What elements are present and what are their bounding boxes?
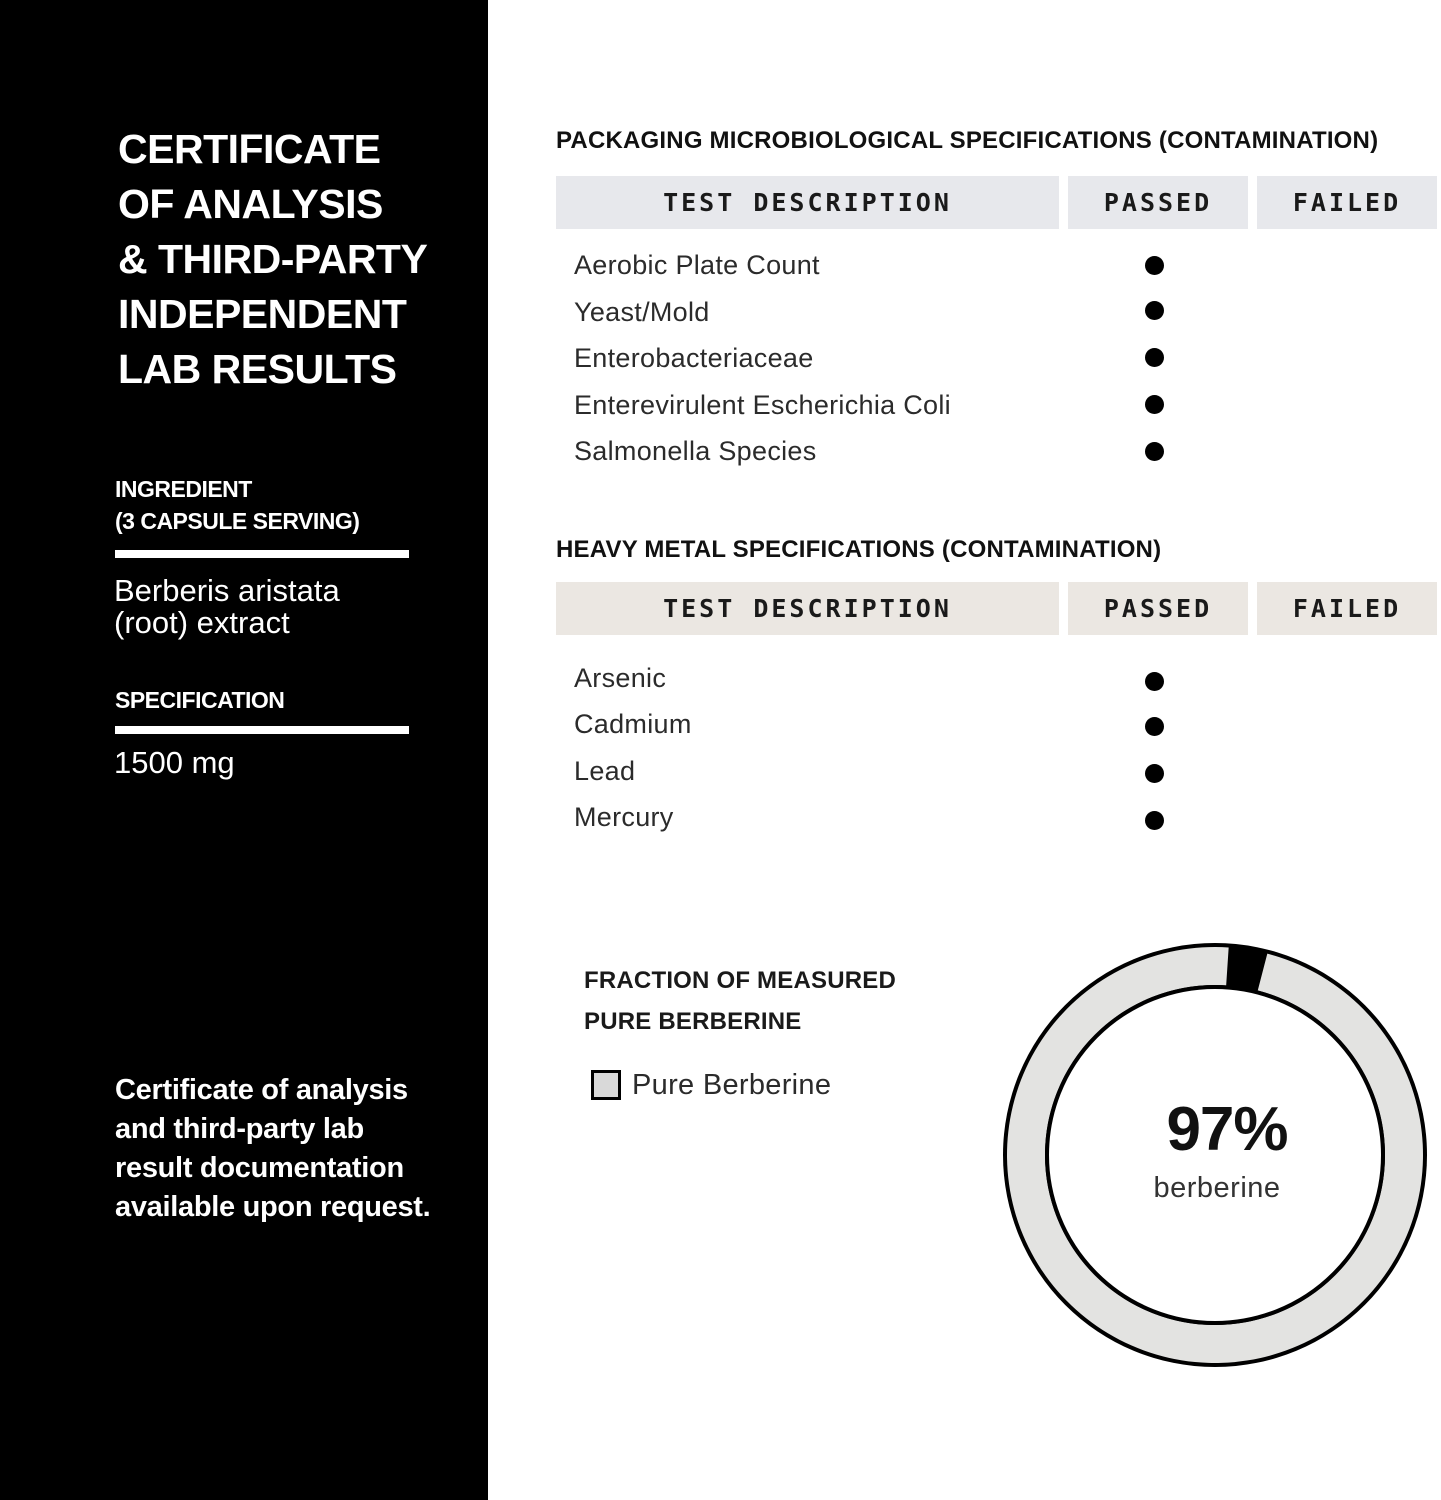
- micro-header-failed: FAILED: [1257, 176, 1437, 229]
- title-line: LAB RESULTS: [118, 346, 397, 392]
- page-title: [118, 122, 458, 397]
- sidebar-panel: [0, 0, 488, 1500]
- chart-title: [584, 960, 964, 1042]
- chart-title-line: PURE BERBERINE: [584, 1008, 802, 1035]
- micro-row-label: Enterevirulent Escherichia Coli: [574, 390, 951, 420]
- passed-dot: [1145, 442, 1164, 461]
- metals-header-passed: PASSED: [1068, 582, 1248, 635]
- title-line: INDEPENDENT: [118, 291, 407, 337]
- legend-swatch: [591, 1070, 621, 1100]
- specification-label: SPECIFICATION: [115, 687, 285, 713]
- passed-dot: [1145, 717, 1164, 736]
- passed-dot: [1145, 811, 1164, 830]
- ingredient-serving-label: (3 CAPSULE SERVING): [115, 508, 360, 534]
- title-line: OF ANALYSIS: [118, 181, 383, 227]
- micro-header-passed: PASSED: [1068, 176, 1248, 229]
- chart-title-line: FRACTION OF MEASURED: [584, 967, 896, 994]
- metals-header-failed: FAILED: [1257, 582, 1437, 635]
- metals-row-label: Arsenic: [574, 663, 667, 693]
- passed-dot: [1145, 348, 1164, 367]
- title-line: CERTIFICATE: [118, 126, 381, 172]
- micro-row-label: Aerobic Plate Count: [574, 250, 820, 280]
- legend-label: Pure Berberine: [632, 1069, 832, 1101]
- ingredient-label: INGREDIENT: [115, 476, 252, 502]
- title-line: & THIRD-PARTY: [118, 236, 428, 282]
- chart-legend: [591, 1068, 831, 1102]
- micro-row-label: Salmonella Species: [574, 436, 817, 466]
- passed-dot: [1145, 672, 1164, 691]
- ingredient-divider: [115, 550, 409, 558]
- ingredient-value-part: (root) extract: [114, 605, 290, 640]
- micro-row-label: Yeast/Mold: [574, 297, 710, 327]
- passed-dot: [1145, 256, 1164, 275]
- passed-dot: [1145, 764, 1164, 783]
- availability-note: Certificate of analysis and third-party lab result documentation available upon request.: [115, 1074, 431, 1223]
- specification-value: 1500 mg: [114, 745, 235, 780]
- donut-center-value: 97%: [1166, 1095, 1288, 1164]
- metals-row-label: Mercury: [574, 802, 674, 832]
- micro-row-label: Enterobacteriaceae: [574, 343, 814, 373]
- micro-header-test: TEST DESCRIPTION: [556, 176, 1059, 229]
- passed-dot: [1145, 395, 1164, 414]
- ingredient-value: Berberis aristata: [114, 573, 340, 608]
- micro-section-heading: PACKAGING MICROBIOLOGICAL SPECIFICATIONS (CONTAMINATION): [556, 127, 1379, 154]
- metals-header-test: TEST DESCRIPTION: [556, 582, 1059, 635]
- metals-row-label: Lead: [574, 756, 636, 786]
- donut-center-label: berberine: [1153, 1172, 1281, 1204]
- metals-section-heading: HEAVY METAL SPECIFICATIONS (CONTAMINATION): [556, 536, 1162, 563]
- specification-divider: [115, 726, 409, 734]
- metals-row-label: Cadmium: [574, 709, 692, 739]
- passed-dot: [1145, 301, 1164, 320]
